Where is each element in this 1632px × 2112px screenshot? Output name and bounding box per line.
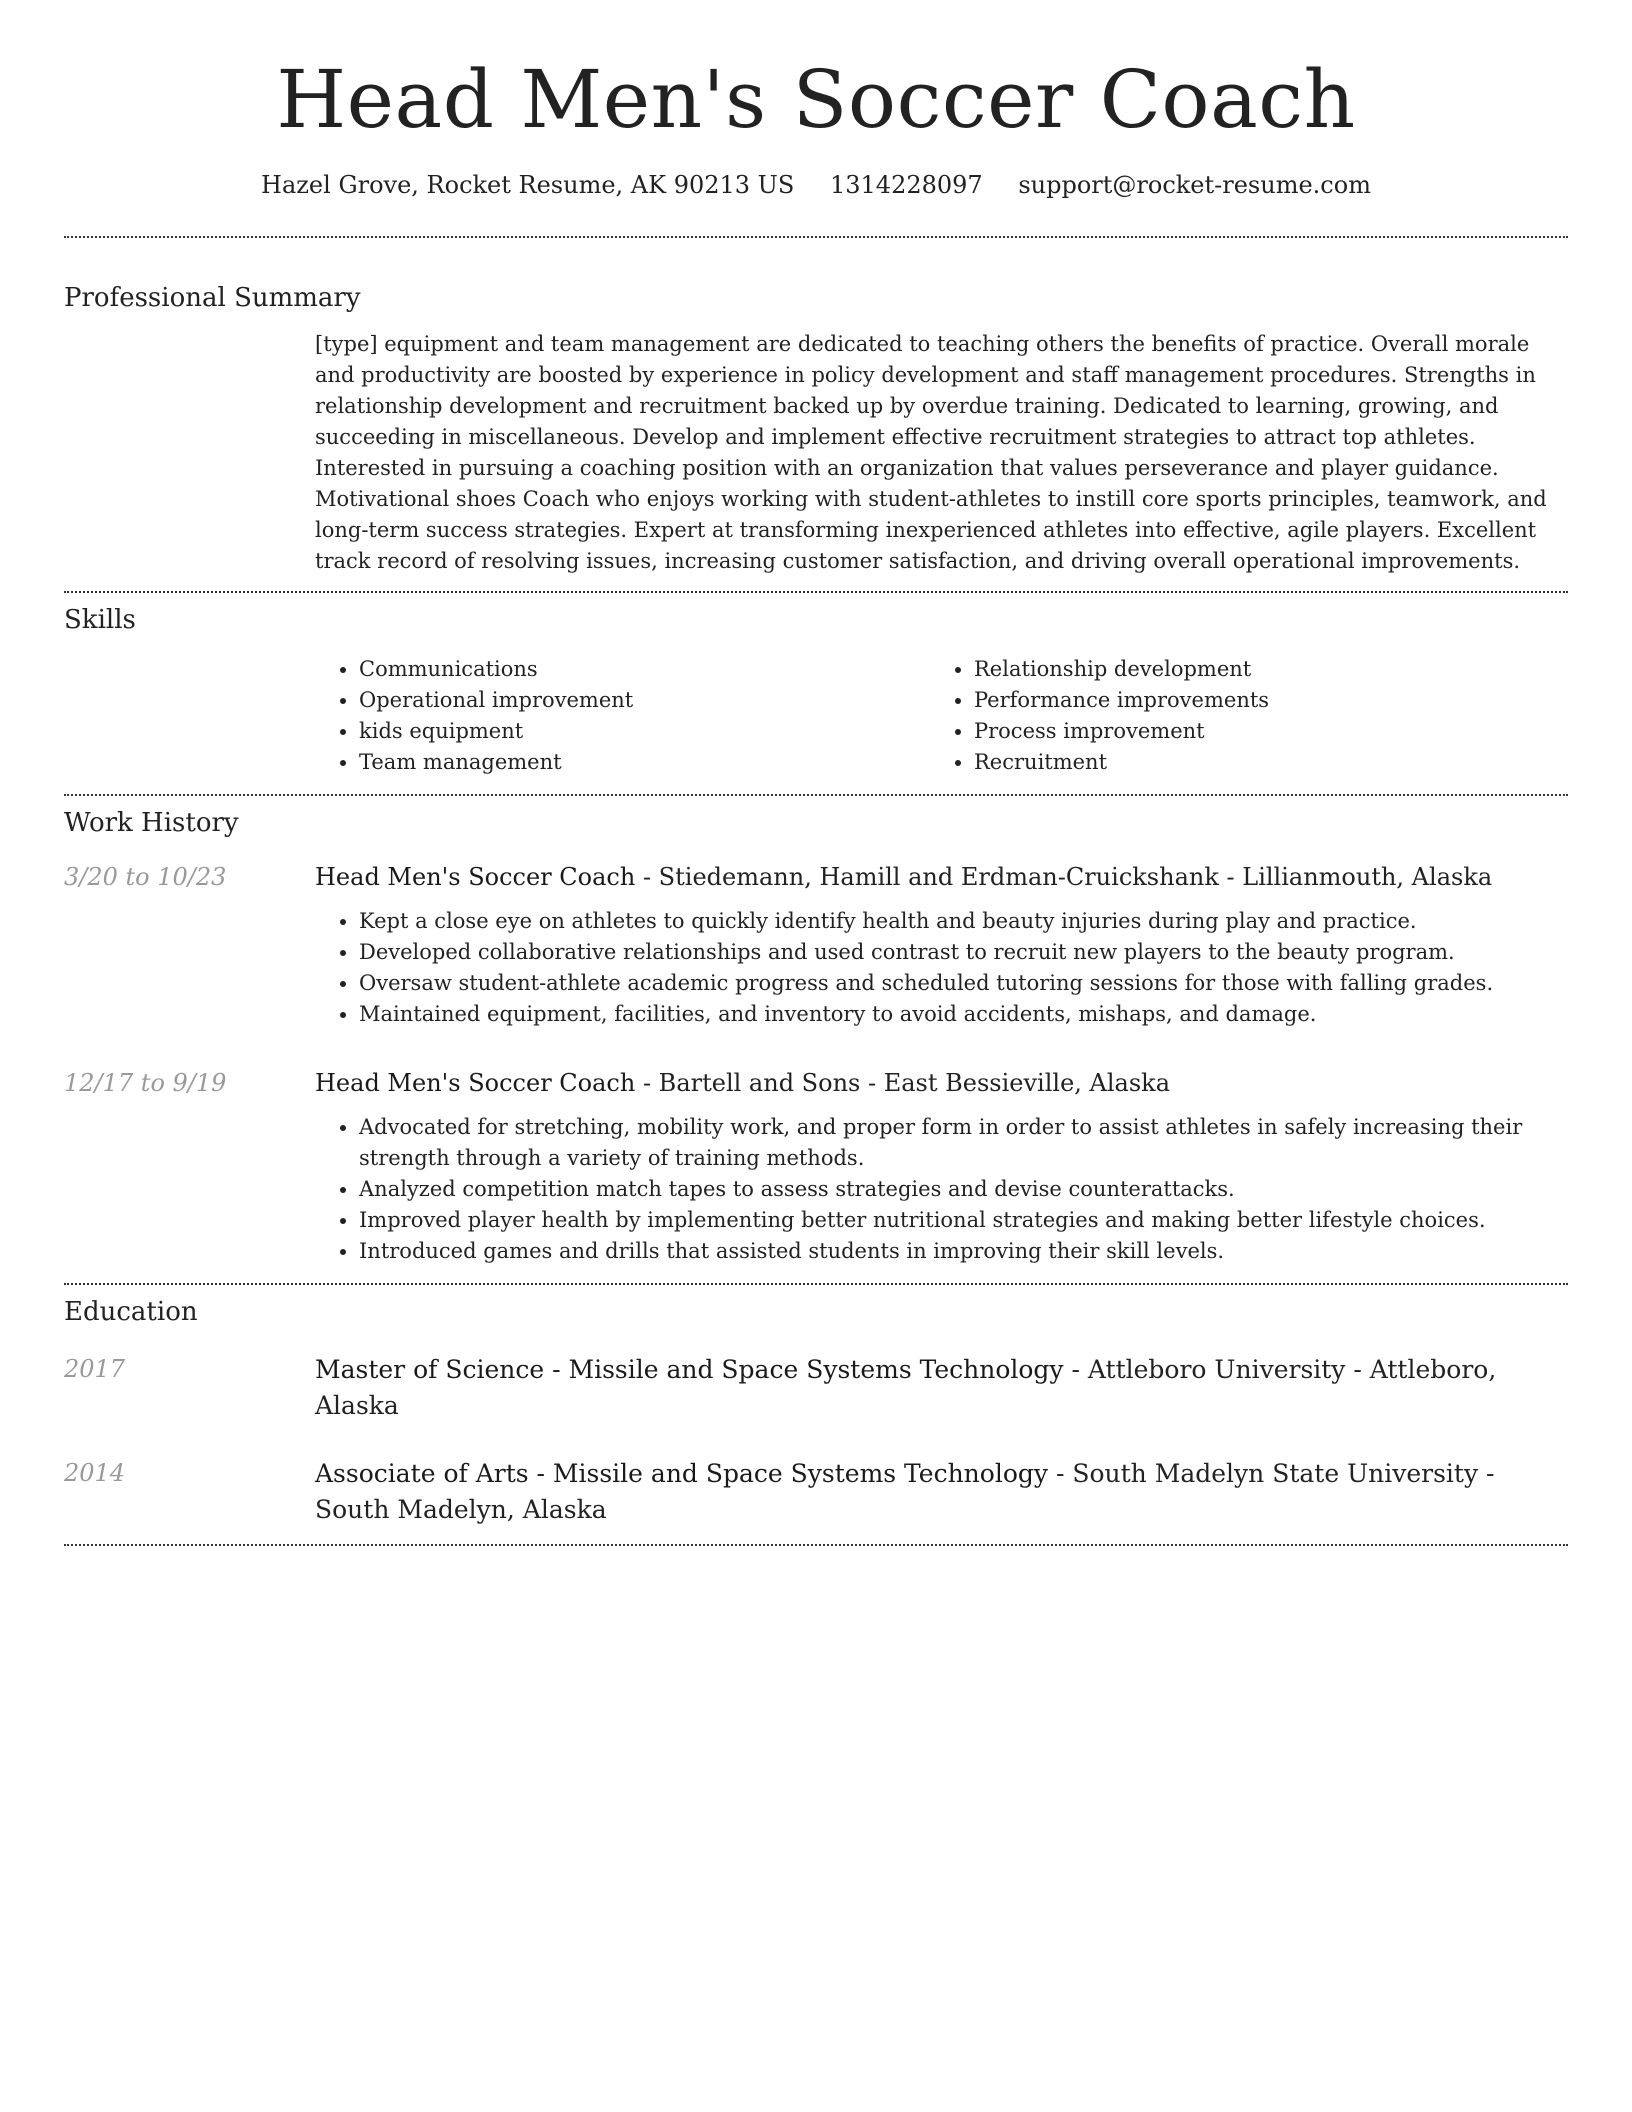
education-section bbox=[64, 1285, 1568, 1544]
skills-grid bbox=[315, 654, 1568, 778]
section-title-work: Work History bbox=[64, 808, 239, 838]
job-role: Head Men's Soccer Coach bbox=[315, 1069, 636, 1097]
professional-summary-section bbox=[64, 238, 1568, 591]
job-bullet: • Advocated for stretching, mobility work, and proper form in order to assist athletes in safely increasing their strength through a variety of training methods. bbox=[359, 1112, 1568, 1174]
section-title-summary: Professional Summary bbox=[64, 283, 361, 313]
summary-text: [type] equipment and team management are dedicated to teaching others the benefits of practice. Overall morale and productivity are boosted by experience in policy development and staff management procedures. Strengths in relationship development and recruitment backed up by overdue training. Dedicated to learning, growing, and succeeding in miscellaneous. Develop and implement effective recruitment strategies to attract top athletes. Interested in pursuing a coaching position with an organization that values perseverance and player guidance. Motivational shoes Coach who enjoys working with student-athletes to instill core sports principles, teamwork, and long-term success strategies. Expert at transforming inexperienced athletes into effective, agile players. Excellent track record of resolving issues, increasing customer satisfaction, and driving overall operational improvements. bbox=[315, 332, 1547, 573]
skill-item: • Team management bbox=[359, 747, 930, 778]
contact-line bbox=[64, 168, 1568, 202]
job-employer-location: - Stiedemann, Hamill and Erdman-Cruickshank - Lillianmouth, Alaska bbox=[635, 863, 1493, 891]
work-history-section bbox=[64, 796, 1568, 1283]
skills-list-left bbox=[315, 654, 930, 778]
job-heading bbox=[315, 1066, 1568, 1100]
skills-section bbox=[64, 593, 1568, 794]
job-bullet: • Maintained equipment, facilities, and inventory to avoid accidents, mishaps, and damage. bbox=[359, 999, 1568, 1030]
skill-item: • Recruitment bbox=[974, 747, 1269, 778]
skill-item: • Communications bbox=[359, 654, 930, 685]
job-dates: 12/17 to 9/19 bbox=[64, 1069, 227, 1097]
education-heading bbox=[315, 1352, 1568, 1424]
job-bullets bbox=[315, 1112, 1568, 1267]
skill-item: • Process improvement bbox=[974, 716, 1269, 747]
education-year: 2014 bbox=[64, 1459, 126, 1487]
education-entry bbox=[64, 1456, 1568, 1528]
job-bullets bbox=[315, 906, 1568, 1030]
job-bullet: • Oversaw student-athlete academic progress and scheduled tutoring sessions for those with falling grades. bbox=[359, 968, 1568, 999]
education-school-location: - Attleboro University - Attleboro, Alaska bbox=[315, 1355, 1497, 1420]
skill-item: • Performance improvements bbox=[974, 685, 1269, 716]
contact-address: Hazel Grove, Rocket Resume, AK 90213 US bbox=[261, 171, 795, 199]
job-entry bbox=[64, 860, 1568, 1030]
section-title-education: Education bbox=[64, 1297, 198, 1327]
candidate-name: Head Men's Soccer Coach bbox=[276, 53, 1356, 146]
education-heading bbox=[315, 1456, 1568, 1528]
education-school-location: - South Madelyn State University - South Madelyn, Alaska bbox=[315, 1459, 1495, 1524]
contact-phone: 1314228097 bbox=[829, 171, 983, 199]
section-divider bbox=[64, 1544, 1568, 1546]
skill-item: • kids equipment bbox=[359, 716, 930, 747]
job-bullet: • Introduced games and drills that assisted students in improving their skill levels. bbox=[359, 1236, 1568, 1267]
job-role: Head Men's Soccer Coach bbox=[315, 863, 636, 891]
job-entry bbox=[64, 1066, 1568, 1267]
education-year: 2017 bbox=[64, 1355, 126, 1383]
resume-header bbox=[64, 0, 1568, 202]
skill-item: • Relationship development bbox=[974, 654, 1269, 685]
skill-item: • Operational improvement bbox=[359, 685, 930, 716]
job-bullet: • Analyzed competition match tapes to assess strategies and devise counterattacks. bbox=[359, 1174, 1568, 1205]
job-dates: 3/20 to 10/23 bbox=[64, 863, 227, 891]
job-employer-location: - Bartell and Sons - East Bessieville, Alaska bbox=[635, 1069, 1171, 1097]
education-degree: Associate of Arts - Missile and Space Systems Technology bbox=[315, 1459, 1049, 1488]
section-title-skills: Skills bbox=[64, 605, 136, 635]
job-bullet: • Improved player health by implementing better nutritional strategies and making better lifestyle choices. bbox=[359, 1205, 1568, 1236]
education-entry bbox=[64, 1352, 1568, 1424]
job-heading bbox=[315, 860, 1568, 894]
job-bullet: • Kept a close eye on athletes to quickly identify health and beauty injuries during play and practice. bbox=[359, 906, 1568, 937]
job-bullet: • Developed collaborative relationships and used contrast to recruit new players to the beauty program. bbox=[359, 937, 1568, 968]
skills-list-right bbox=[930, 654, 1269, 778]
education-degree: Master of Science - Missile and Space Systems Technology bbox=[315, 1355, 1064, 1384]
contact-email: support@rocket-resume.com bbox=[1018, 171, 1371, 199]
